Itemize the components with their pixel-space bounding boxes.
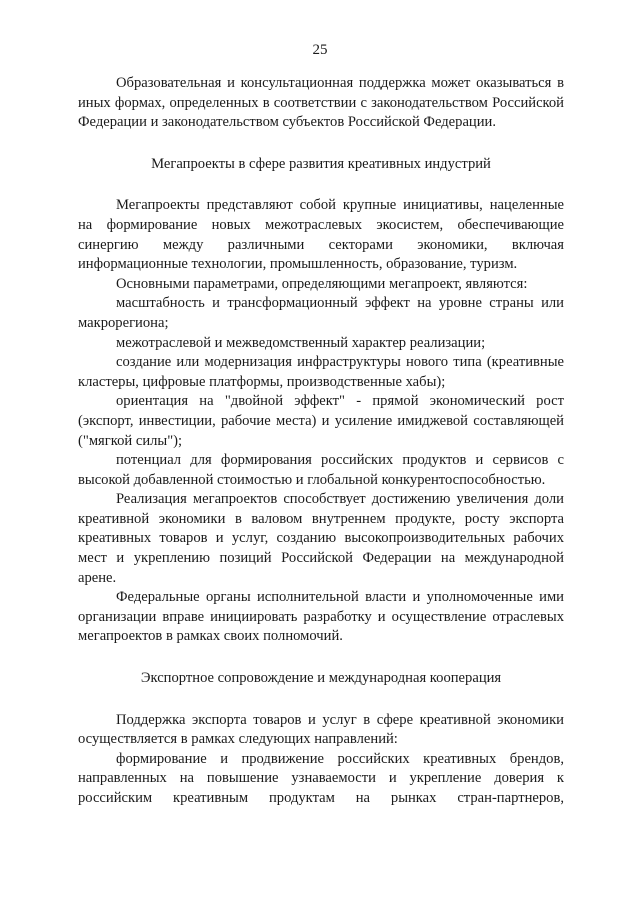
list-item-double-effect: ориентация на "двойной эффект" - прямой экономический рост (экспорт, инвестиции, рабочие места) и усиление имиджевой составляющей ("мягкой силы"); (78, 393, 564, 449)
section-heading-export: Экспортное сопровождение и международная кооперация (140, 670, 502, 687)
paragraph-megaprojects-definition: Мегапроекты представляют собой крупные инициативы, нацеленные на формирование новых межотраслевых экосистем, обеспечивающие синергию между различными секторами экономики, включая информационные технологии, промышленность, образование, туризм. (78, 197, 564, 273)
document-body (78, 74, 564, 809)
section-heading-megaprojects: Мегапроекты в сфере развития креативных индустрий (151, 155, 491, 172)
paragraph-education-support: Образовательная и консультационная поддержка может оказываться в иных формах, определенных в соответствии с законодательством Российской Федерации и законодательством субъектов Российской Федерации. (78, 75, 564, 131)
paragraph-megaprojects-parameters-intro: Основными параметрами, определяющими мегапроект, являются: (116, 275, 528, 292)
list-item-intersectoral: межотраслевой и межведомственный характер реализации; (116, 334, 486, 351)
list-item-potential: потенциал для формирования российских продуктов и сервисов с высокой добавленной стоимостью и глобальной конкурентоспособностью. (78, 452, 564, 488)
list-item-scale: масштабность и трансформационный эффект на уровне страны или макрорегиона; (78, 295, 564, 331)
list-item-brands: формирование и продвижение российских креативных брендов, направленных на повышение узнаваемости и укрепление доверия к российским креативным продуктам на рынках стран-партнеров, (78, 750, 564, 806)
list-item-infrastructure: создание или модернизация инфраструктуры нового типа (креативные кластеры, цифровые платформы, производственные хабы); (78, 354, 564, 390)
page-number: 25 (312, 42, 328, 58)
paragraph-megaprojects-implementation: Реализация мегапроектов способствует достижению увеличения доли креативной экономики в валовом внутреннем продукте, росту экспорта креативных товаров и услуг, созданию высокопроизводительных рабочих мест и укреплению позиций Российской Федерации на международной арене. (78, 491, 564, 586)
paragraph-export-support-intro: Поддержка экспорта товаров и услуг в сфере креативной экономики осуществляется в рамках следующих направлений: (78, 711, 564, 748)
paragraph-federal-authorities: Федеральные органы исполнительной власти и уполномоченные ими организации вправе инициировать разработку и осуществление отраслевых мегапроектов в рамках своих полномочий. (78, 589, 564, 645)
